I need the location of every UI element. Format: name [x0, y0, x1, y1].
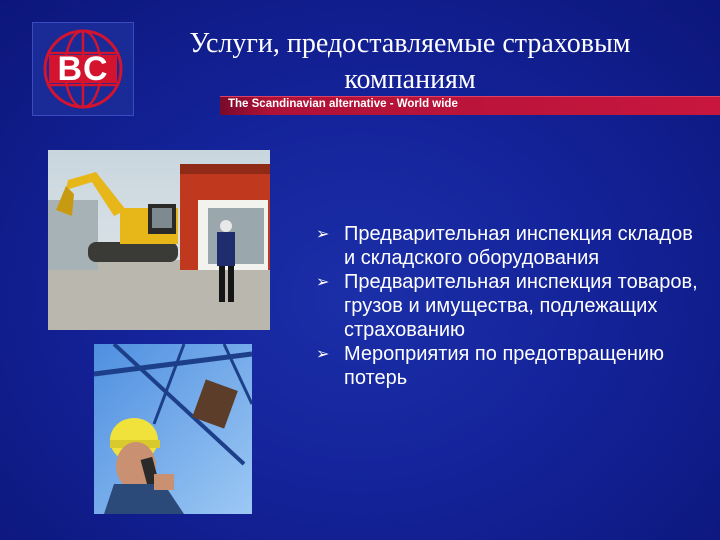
bullet-text: Предварительная инспекция товаров, грузов и имущества, подлежащих страхованию	[344, 271, 698, 341]
bullet-list	[316, 222, 706, 390]
bullet-text: Предварительная инспекция складов и складского оборудования	[344, 223, 693, 269]
arrow-bullet-icon: ➢	[316, 226, 330, 243]
arrow-bullet-icon: ➢	[316, 346, 330, 363]
bullet-item	[316, 270, 706, 342]
tagline-banner	[220, 96, 720, 115]
excavator-photo	[48, 150, 270, 330]
arrow-bullet-icon: ➢	[316, 274, 330, 291]
logo-text: BC	[57, 50, 109, 88]
tagline-text: The Scandinavian alternative - World wide	[228, 98, 458, 110]
bullet-item	[316, 342, 706, 390]
bullet-text: Мероприятия по предотвращению потерь	[344, 343, 665, 389]
bullet-item	[316, 222, 706, 270]
worker-phone-photo	[94, 344, 252, 514]
page-title: Услуги, предоставляемые страховым компаниям	[189, 28, 631, 95]
company-logo	[32, 22, 134, 116]
